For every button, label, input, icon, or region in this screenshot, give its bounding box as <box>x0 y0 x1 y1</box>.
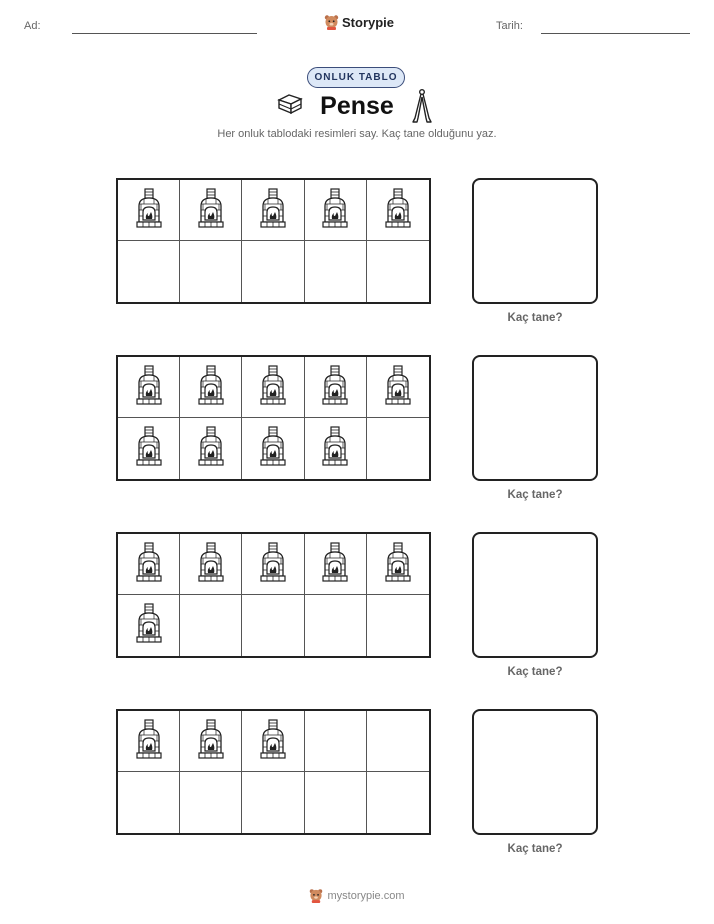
ten-frame-cell <box>367 241 429 302</box>
date-line <box>541 33 690 34</box>
ten-frame-cell <box>305 595 367 656</box>
name-line <box>72 33 257 34</box>
brick-oven-icon <box>320 188 350 233</box>
brick-oven-icon <box>258 719 288 764</box>
count-prompt: Kaç tane? <box>507 666 563 678</box>
brick-oven-icon <box>134 542 164 587</box>
storypie-mascot-icon <box>324 14 339 30</box>
ten-frame-cell <box>118 595 180 656</box>
ten-frame-cell <box>180 595 242 656</box>
storypie-mascot-icon <box>309 888 323 903</box>
ten-frame-cell <box>242 357 304 418</box>
ten-frame-cell <box>118 534 180 595</box>
brick-oven-icon <box>196 426 226 471</box>
brick-oven-icon <box>383 365 413 410</box>
brick-oven-icon <box>134 188 164 233</box>
ten-frame-cell <box>242 772 304 833</box>
brick-oven-icon <box>320 542 350 587</box>
brand-logo <box>324 14 394 30</box>
ten-frame-cell <box>118 711 180 772</box>
answer-box[interactable] <box>472 355 598 481</box>
ten-frame-cell <box>305 711 367 772</box>
ten-frame-cell <box>305 241 367 302</box>
answer-box[interactable] <box>472 532 598 658</box>
page-title: Pense <box>320 92 394 120</box>
ten-frame-cell <box>180 711 242 772</box>
brick-oven-icon <box>258 426 288 471</box>
ten-frame-cell <box>305 534 367 595</box>
instructions: Her onluk tablodaki resimleri say. Kaç tane olduğunu yaz. <box>217 128 497 140</box>
name-label: Ad: <box>24 20 41 32</box>
brick-oven-icon <box>196 542 226 587</box>
brick-oven-icon <box>258 365 288 410</box>
brick-oven-icon <box>134 426 164 471</box>
footer <box>0 888 714 903</box>
count-prompt: Kaç tane? <box>507 489 563 501</box>
ten-frame <box>116 178 431 304</box>
ten-frame-cell <box>180 241 242 302</box>
ten-frame-cell <box>242 534 304 595</box>
ten-frame-cell <box>305 180 367 241</box>
ten-frame-cell <box>118 241 180 302</box>
ten-frame-cell <box>242 711 304 772</box>
brick-oven-icon <box>320 426 350 471</box>
answer-box[interactable] <box>472 709 598 835</box>
ten-frame-cell <box>305 357 367 418</box>
ten-frame-cell <box>367 418 429 479</box>
ten-frame-cell <box>367 534 429 595</box>
tongs-icon <box>412 88 432 129</box>
ten-frame-cell <box>180 418 242 479</box>
ten-frame-cell <box>242 418 304 479</box>
ten-frame-cell <box>180 772 242 833</box>
ten-frame-cell <box>242 595 304 656</box>
brick-oven-icon <box>258 542 288 587</box>
brick-oven-icon <box>383 188 413 233</box>
answer-box[interactable] <box>472 178 598 304</box>
ten-frame-cell <box>367 595 429 656</box>
ten-frame <box>116 532 431 658</box>
ten-frame-cell <box>367 357 429 418</box>
ten-frame-cell <box>367 711 429 772</box>
ten-frame-cell <box>180 180 242 241</box>
brand-name: Storypie <box>342 14 395 30</box>
brick-oven-icon <box>196 188 226 233</box>
count-prompt: Kaç tane? <box>507 312 563 324</box>
date-label: Tarih: <box>496 20 523 32</box>
worksheet-badge: ONLUK TABLO <box>307 67 405 88</box>
brick-oven-icon <box>258 188 288 233</box>
brick-oven-icon <box>134 719 164 764</box>
count-prompt: Kaç tane? <box>507 843 563 855</box>
ten-frame <box>116 709 431 835</box>
brick-oven-icon <box>134 603 164 648</box>
ten-frame-cell <box>118 357 180 418</box>
ten-frame-cell <box>305 418 367 479</box>
ten-frame-cell <box>180 534 242 595</box>
ten-frame-cell <box>118 418 180 479</box>
ten-frame-cell <box>367 180 429 241</box>
ten-frame-cell <box>305 772 367 833</box>
footer-url: mystorypie.com <box>327 889 405 902</box>
brick-oven-icon <box>196 719 226 764</box>
brick-oven-icon <box>134 365 164 410</box>
ten-frame-cell <box>242 241 304 302</box>
brick-oven-icon <box>196 365 226 410</box>
ten-frame-cell <box>367 772 429 833</box>
ten-frame <box>116 355 431 481</box>
ten-frame-cell <box>242 180 304 241</box>
brick-oven-icon <box>320 365 350 410</box>
brick-oven-icon <box>383 542 413 587</box>
ten-frame-cell <box>180 357 242 418</box>
ten-frame-cell <box>118 772 180 833</box>
ten-frame-cell <box>118 180 180 241</box>
